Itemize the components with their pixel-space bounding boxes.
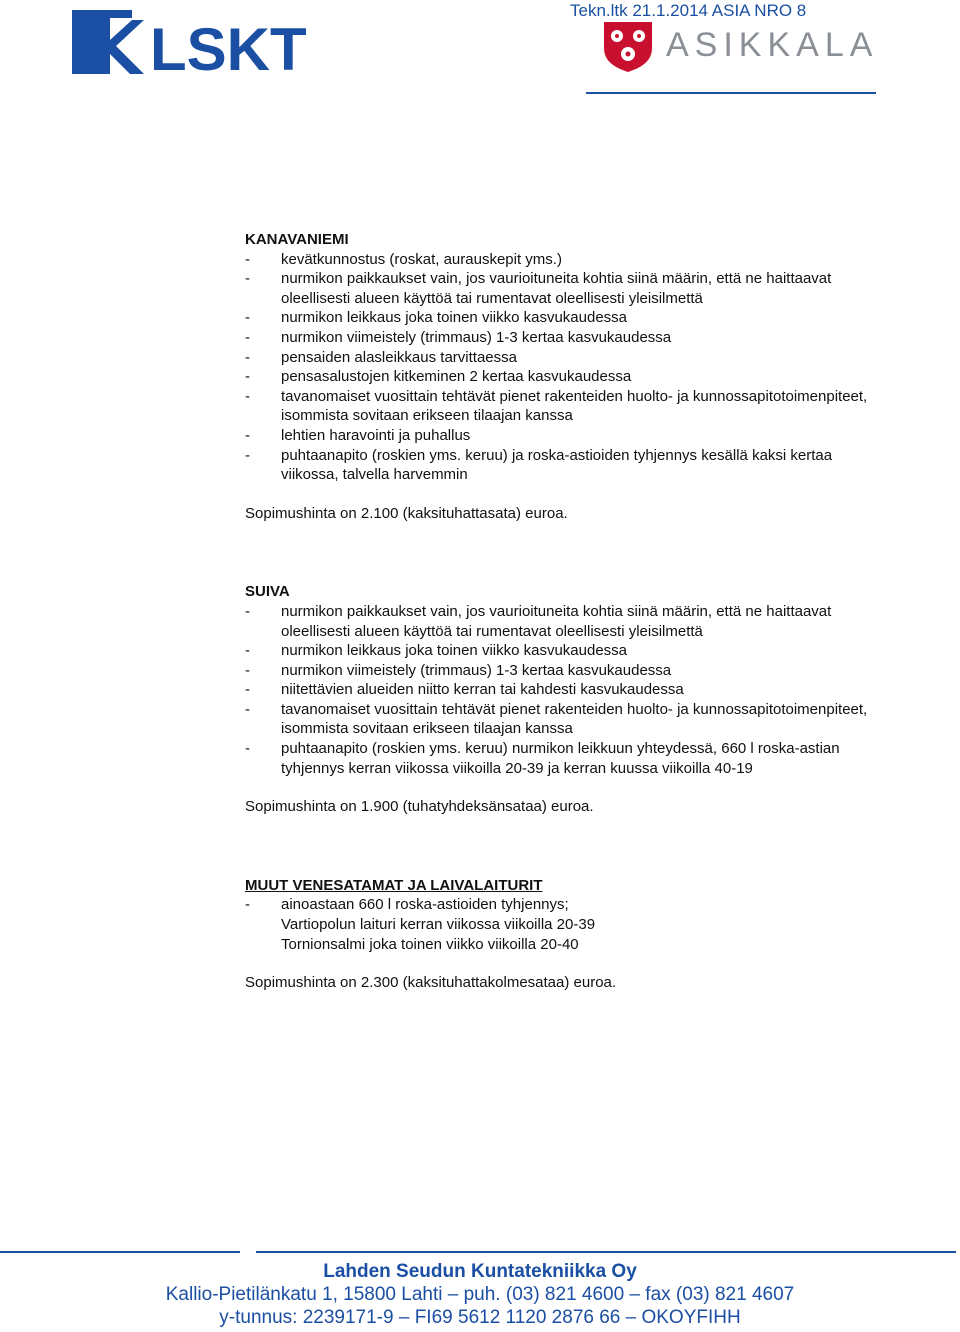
list-item-text: nurmikon viimeistely (trimmaus) 1-3 kertaa kasvukaudessa <box>281 328 672 346</box>
list-item-continuation <box>245 406 955 426</box>
list-item <box>245 367 955 387</box>
footer-divider <box>256 1251 956 1253</box>
list-item-text: niitettävien alueiden niitto kerran tai kahdesti kasvukaudessa <box>281 681 684 699</box>
list-item-text: kevätkunnostus (roskat, aurauskepit yms.) <box>281 250 562 268</box>
bullet-dash: - <box>245 446 250 464</box>
document-reference: Tekn.ltk 21.1.2014 ASIA NRO 8 <box>570 1 807 20</box>
task-list <box>245 895 955 954</box>
list-item <box>245 661 955 681</box>
bullet-dash: - <box>245 602 250 620</box>
task-list <box>245 250 955 485</box>
list-item <box>245 328 955 348</box>
list-item-text: tyhjennys kerran viikossa viikoilla 20-39 ja kerran kuussa viikoilla 40-19 <box>281 759 753 777</box>
list-item <box>245 426 955 446</box>
list-item-text: tavanomaiset vuosittain tehtävät pienet rakenteiden huolto- ja kunnossapitotoimenpiteet, <box>281 387 868 405</box>
list-item-continuation <box>245 935 955 955</box>
list-item-text: puhtaanapito (roskien yms. keruu) ja roska-astioiden tyhjennys kesällä kaksi kertaa <box>281 446 833 464</box>
bullet-dash: - <box>245 740 250 758</box>
footer-company: Lahden Seudun Kuntatekniikka Oy <box>323 1261 637 1282</box>
list-item-text: viikossa, talvella harvemmin <box>281 466 468 484</box>
section-suiva <box>245 582 955 817</box>
bullet-dash: - <box>245 270 250 288</box>
list-item-continuation <box>245 759 955 779</box>
list-item <box>245 641 955 661</box>
bullet-dash: - <box>245 368 250 386</box>
list-item-text: oleellisesti alueen käyttöä tai rumentavat oleellisesti yleisilmettä <box>281 289 703 307</box>
list-item <box>245 250 955 270</box>
list-item-text: puhtaanapito (roskien yms. keruu) nurmikon leikkuun yhteydessä, 660 l roska-astian <box>281 740 840 758</box>
list-item-text: Vartiopolun laituri kerran viikossa viikoilla 20-39 <box>281 916 596 934</box>
list-item-text: isommista sovitaan erikseen tilaajan kanssa <box>281 720 573 738</box>
contract-price: Sopimushinta on 2.100 (kaksituhattasata) euroa. <box>245 504 568 522</box>
list-item <box>245 308 955 328</box>
list-item <box>245 446 955 466</box>
lskt-logo <box>70 8 310 78</box>
document-body <box>245 230 955 993</box>
list-item-text: nurmikon paikkaukset vain, jos vaurioituneita kohtia siinä määrin, että ne haittaavat <box>281 602 832 620</box>
list-item <box>245 269 955 289</box>
contract-price: Sopimushinta on 1.900 (tuhatyhdeksänsataa) euroa. <box>245 798 594 816</box>
asikkala-wordmark: ASIKKALA <box>666 26 879 64</box>
footer-divider-left <box>0 1251 240 1253</box>
section-title: MUUT VENESATAMAT JA LAIVALAITURIT <box>245 876 543 894</box>
bullet-dash: - <box>245 700 250 718</box>
section-kanavaniemi <box>245 230 955 523</box>
list-item-text: nurmikon paikkaukset vain, jos vaurioituneita kohtia siinä määrin, että ne haittaavat <box>281 270 832 288</box>
list-item <box>245 700 955 720</box>
section-title: SUIVA <box>245 583 290 601</box>
footer-address: Kallio-Pietilänkatu 1, 15800 Lahti – puh. (03) 821 4600 – fax (03) 821 4607 <box>165 1284 795 1305</box>
bullet-dash: - <box>245 348 250 366</box>
list-item-continuation <box>245 289 955 309</box>
section-muut <box>245 876 955 993</box>
bullet-dash: - <box>245 309 250 327</box>
header-divider <box>586 92 876 94</box>
list-item <box>245 680 955 700</box>
list-item-text: nurmikon viimeistely (trimmaus) 1-3 kertaa kasvukaudessa <box>281 661 672 679</box>
list-item-text: oleellisesti alueen käyttöä tai rumentavat oleellisesti yleisilmettä <box>281 622 703 640</box>
list-item-continuation <box>245 465 955 485</box>
list-item <box>245 602 955 622</box>
bullet-dash: - <box>245 328 250 346</box>
list-item-text: tavanomaiset vuosittain tehtävät pienet rakenteiden huolto- ja kunnossapitotoimenpiteet, <box>281 700 868 718</box>
bullet-dash: - <box>245 642 250 660</box>
bullet-dash: - <box>245 681 250 699</box>
list-item <box>245 895 955 915</box>
footer-ids: y-tunnus: 2239171-9 – FI69 5612 1120 2876 66 – OKOYFIHH <box>219 1307 741 1328</box>
list-item-text: isommista sovitaan erikseen tilaajan kanssa <box>281 407 573 425</box>
bullet-dash: - <box>245 426 250 444</box>
list-item-continuation <box>245 622 955 642</box>
bullet-dash: - <box>245 661 250 679</box>
asikkala-logo <box>600 20 880 72</box>
contract-price: Sopimushinta on 2.300 (kaksituhattakolmesataa) euroa. <box>245 974 617 992</box>
list-item-text: ainoastaan 660 l roska-astioiden tyhjennys; <box>281 896 569 914</box>
list-item-text: Tornionsalmi joka toinen viikko viikoilla 20-40 <box>281 935 579 953</box>
asikkala-crest-icon <box>600 20 656 72</box>
task-list <box>245 602 955 778</box>
list-item-text: nurmikon leikkaus joka toinen viikko kasvukaudessa <box>281 642 628 660</box>
bullet-dash: - <box>245 250 250 268</box>
list-item-text: nurmikon leikkaus joka toinen viikko kasvukaudessa <box>281 309 628 327</box>
lskt-logo-text: LSKT <box>150 16 307 78</box>
bullet-dash: - <box>245 896 250 914</box>
list-item <box>245 387 955 407</box>
section-title: KANAVANIEMI <box>245 231 349 248</box>
list-item-text: pensaiden alasleikkaus tarvittaessa <box>281 348 517 366</box>
bullet-dash: - <box>245 387 250 405</box>
list-item-text: pensasalustojen kitkeminen 2 kertaa kasvukaudessa <box>281 368 632 386</box>
list-item <box>245 739 955 759</box>
list-item-continuation <box>245 915 955 935</box>
list-item <box>245 348 955 368</box>
list-item-text: lehtien haravointi ja puhallus <box>281 426 471 444</box>
list-item-continuation <box>245 719 955 739</box>
